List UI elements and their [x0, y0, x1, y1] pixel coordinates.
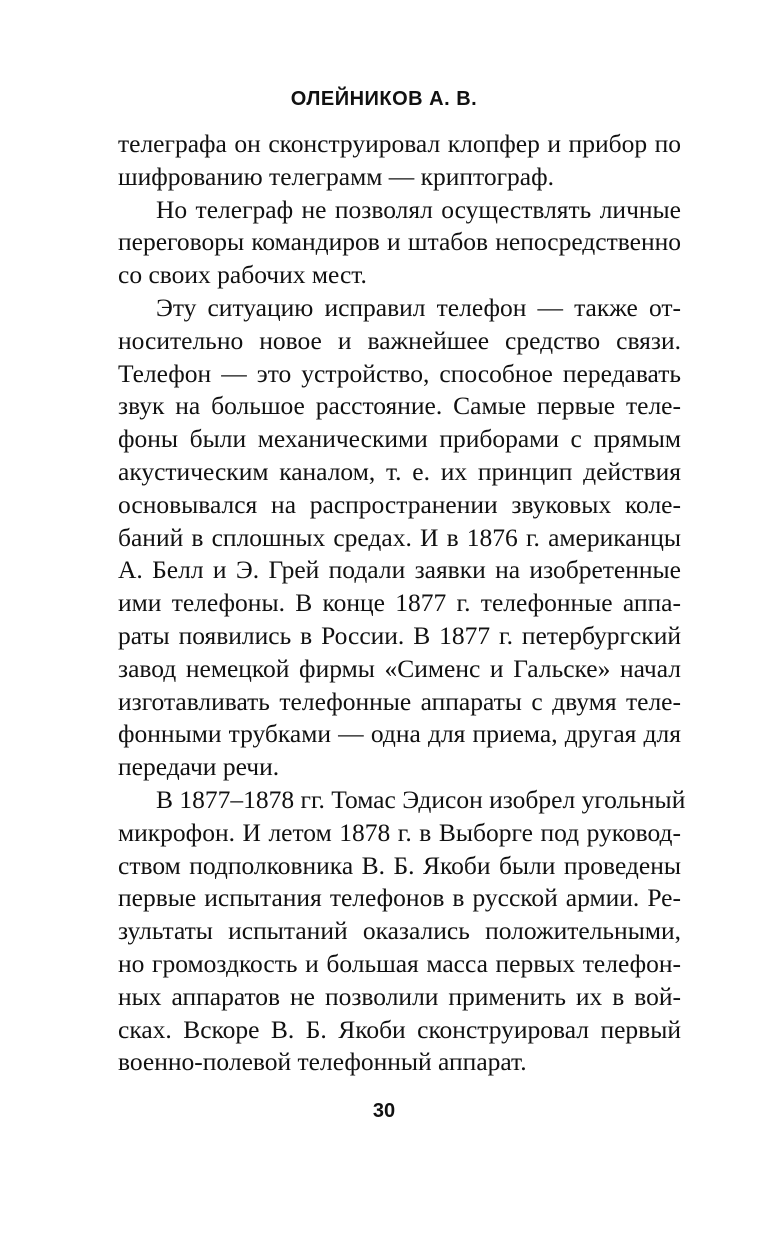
body-text [118, 128, 686, 1079]
text-line: Но телеграф не позволял осуществлять личные [156, 194, 681, 224]
page-number: 30 [372, 1100, 396, 1122]
text-line: фонными трубками — одна для приема, другая для [118, 719, 681, 749]
running-head: ОЛЕЙНИКОВ А. В. [290, 88, 478, 110]
text-line: переговоры командиров и штабов непосредственно [118, 227, 681, 257]
text-line: первые испытания телефонов в русской армии. Ре- [118, 883, 681, 913]
text-line: ных аппаратов не позволили применить их в вой- [118, 981, 681, 1011]
text-line: микрофон. И летом 1878 г. в Выборге под руковод- [118, 817, 681, 847]
text-line: сках. Вскоре В. Б. Якоби сконструировал первый [118, 1014, 681, 1044]
text-line: изготавливать телефонные аппараты с двумя теле- [118, 686, 681, 716]
text-line: раты появились в России. В 1877 г. петербургский [118, 620, 681, 650]
text-line: основывался на распространении звуковых коле- [118, 489, 681, 519]
paragraph [118, 194, 681, 292]
text-line: шифрованию телеграмм — криптограф. [118, 161, 555, 191]
text-line: завод немецкой фирмы «Сименс и Гальске» начал [118, 653, 681, 683]
paragraph [118, 292, 681, 784]
text-line: А. Белл и Э. Грей подали заявки на изобретенные [118, 555, 681, 585]
paragraph [118, 128, 681, 194]
text-line: баний в сплошных средах. И в 1876 г. американцы [118, 522, 681, 552]
text-line: Эту ситуацию исправил телефон — также от- [156, 292, 681, 322]
text-line: звук на большое расстояние. Самые первые теле- [118, 391, 681, 421]
text-line: акустическим каналом, т. е. их принцип действия [118, 456, 681, 486]
paragraph [118, 784, 686, 1079]
text-line: Телефон — это устройство, способное передавать [118, 358, 681, 388]
text-line: со своих рабочих мест. [118, 260, 367, 290]
text-line: фоны были механическими приборами с прямым [118, 424, 681, 454]
text-line: носительно новое и важнейшее средство связи. [118, 325, 681, 355]
text-line: военно-полевой телефонный аппарат. [118, 1047, 527, 1077]
text-line: зультаты испытаний оказались положительными, [118, 916, 681, 946]
text-line: но громоздкость и большая масса первых телефон- [118, 948, 681, 978]
text-line: ством подполковника В. Б. Якоби были проведены [118, 850, 681, 880]
text-line: ими телефоны. В конце 1877 г. телефонные аппа- [118, 588, 681, 618]
text-line: передачи речи. [118, 752, 280, 782]
text-line: В 1877–1878 гг. Томас Эдисон изобрел угольный [156, 784, 686, 814]
text-line: телеграфа он сконструировал клопфер и прибор по [118, 129, 681, 158]
